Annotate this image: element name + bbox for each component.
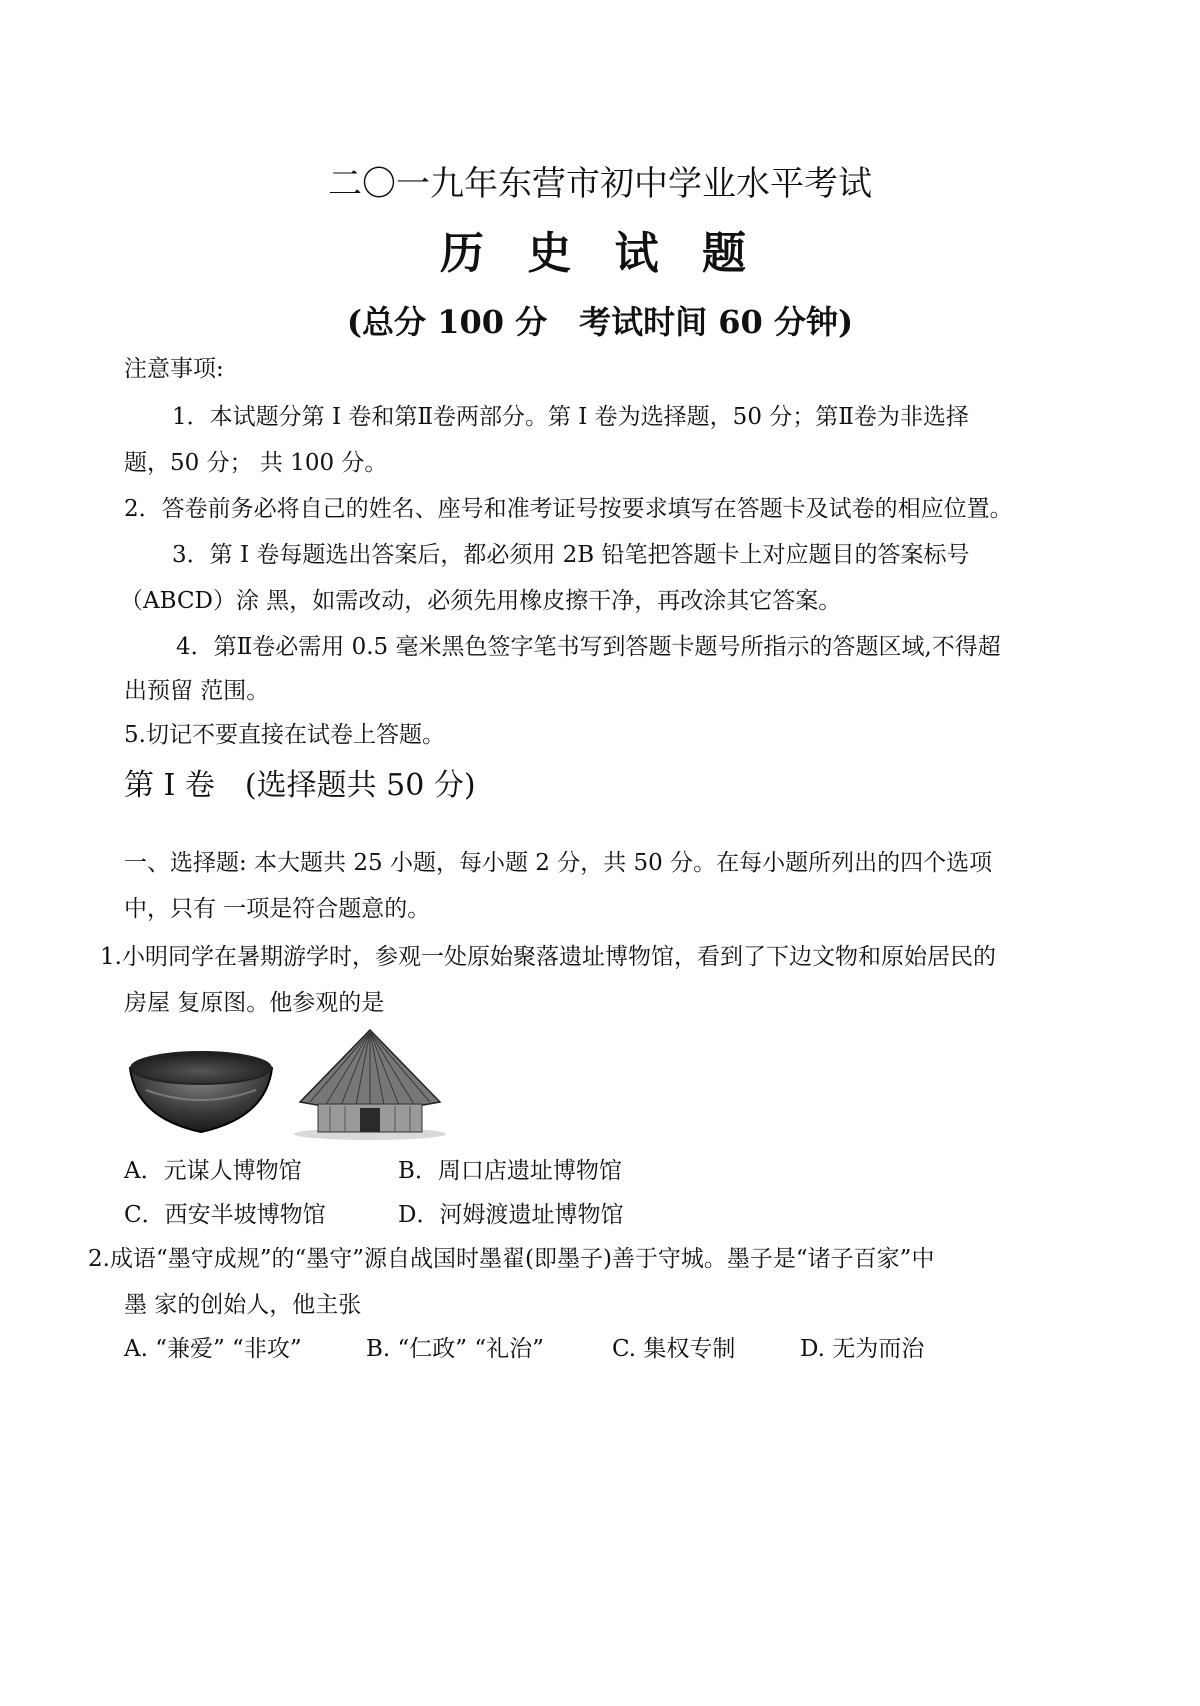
question-2-option-d: D. 无为而治 [800,1336,925,1362]
exam-name: 二〇一九年东营市初中学业水平考试 [328,164,872,204]
note-2: 2．答卷前务必将自己的姓名、座号和准考证号按要求填写在答题卡及试卷的相应位置。 [124,496,1013,522]
question-1-option-c: C．西安半坡博物馆 [124,1202,326,1228]
question-1-stem-line-2: 房屋 复原图。他参观的是 [124,990,385,1016]
question-1-stem-line-1: 1.小明同学在暑期游学时，参观一处原始聚落遗址博物馆，看到了下边文物和原始居民的 [100,944,996,970]
question-2-stem-line-2: 墨 家的创始人，他主张 [124,1292,362,1318]
subject-title: 历 史 试 题 [440,228,760,279]
question-2-stem-line-1: 2.成语“墨守成规”的“墨守”源自战国时墨翟(即墨子)善于守城。墨子是“诸子百家”中 [88,1246,935,1272]
note-3-line-2: （ABCD）涂 黑，如需改动，必须先用橡皮擦干净，再改涂其它答案。 [120,588,842,614]
note-4-line-1: 4．第Ⅱ卷必需用 0.5 毫米黑色签字笔书写到答题卡题号所指示的答题区域,不得超 [176,634,1001,660]
note-5: 5.切记不要直接在试卷上答题。 [124,722,445,748]
notes-heading: 注意事项: [124,356,224,382]
question-2-option-b: B. “仁政” “礼治” [366,1336,544,1362]
pottery-bowl-image [126,1040,276,1136]
question-1-option-a: A．元谋人博物馆 [124,1158,302,1184]
note-3-line-1: 3．第 I 卷每题选出答案后，都必须用 2B 铅笔把答题卡上对应题目的答案标号 [172,542,970,568]
note-1-line-1: 1．本试题分第 I 卷和第Ⅱ卷两部分。第 I 卷为选择题，50 分；第Ⅱ卷为非选择 [172,404,969,430]
question-2-option-c: C. 集权专制 [612,1336,736,1362]
question-1-option-d: D．河姆渡遗址博物馆 [398,1202,624,1228]
note-1-line-2: 题，50 分； 共 100 分。 [124,450,388,476]
section-1-instructions-line-2: 中，只有 一项是符合题意的。 [124,896,431,922]
question-2-option-a: A. “兼爱” “非攻” [124,1336,302,1362]
section-1-instructions-line-1: 一、选择题: 本大题共 25 小题，每小题 2 分，共 50 分。在每小题所列出的四个选项 [124,850,993,876]
thatched-hut-image [290,1026,450,1142]
exam-info: (总分 100 分 考试时间 60 分钟) [346,303,854,341]
question-1-option-b: B．周口店遗址博物馆 [398,1158,622,1184]
note-4-line-2: 出预留 范围。 [124,678,270,704]
section-1-title: 第 I 卷 (选择题共 50 分) [124,768,476,803]
